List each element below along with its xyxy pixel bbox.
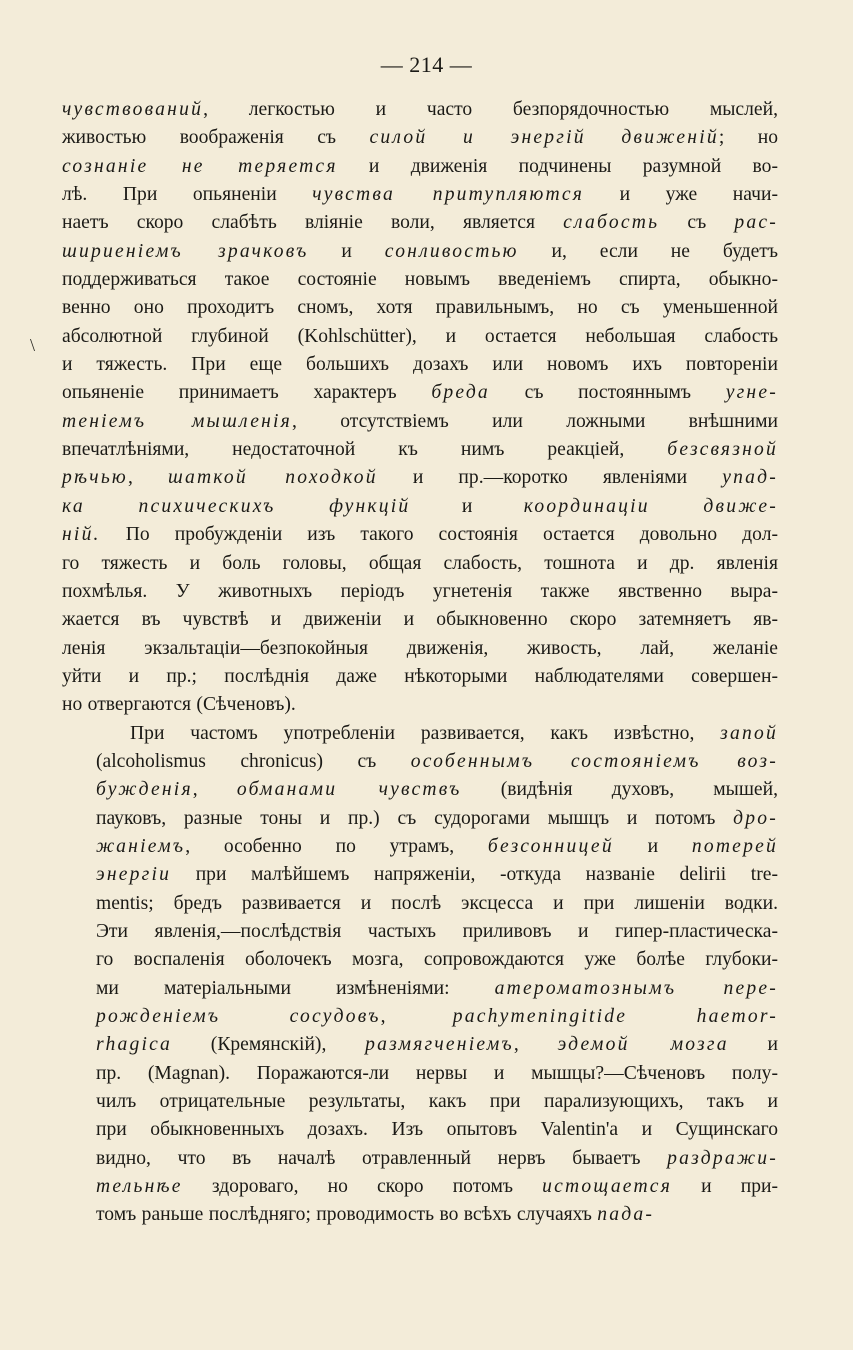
text-run: (видѣнія духовъ, мышей, <box>461 779 779 801</box>
text-run: ; но <box>718 127 779 149</box>
spaced-italic-text: сонливостью <box>384 240 519 262</box>
text-run: абсолютной глубиной (Kohlschütter), и остается небольшая слабость <box>62 325 778 347</box>
spaced-italic-text: бреда <box>431 382 490 404</box>
spaced-italic-text: тельнѣе <box>96 1176 183 1198</box>
text-run: уйти и пр.; послѣднія даже нѣкоторыми наблюдателями совершен- <box>62 665 778 687</box>
spaced-italic-text: слабость <box>563 212 660 234</box>
text-run: и тяжесть. При еще большихъ дозахъ или новомъ ихъ повтореніи <box>62 354 778 376</box>
spaced-italic-text: эдемой мозга <box>557 1034 729 1056</box>
margin-mark: \ <box>30 335 36 355</box>
text-line <box>62 493 778 521</box>
spaced-italic-text: дро- <box>733 807 778 829</box>
text-line <box>62 379 778 407</box>
text-line <box>62 181 778 209</box>
text-run: опьяненіе принимаетъ характеръ <box>62 382 432 404</box>
text-line <box>62 1173 778 1201</box>
spaced-italic-text: ка психическихъ функцій <box>62 495 411 517</box>
spaced-italic-text: запой <box>720 722 778 744</box>
spaced-italic-text: шириеніемъ зрачковъ <box>62 240 309 262</box>
text-line <box>62 266 778 294</box>
text-run: лѣ. При опьяненіи <box>62 184 313 206</box>
spaced-italic-text: pachymeningitide haemor- <box>452 1006 779 1027</box>
spaced-italic-text: чувства притупляются <box>312 184 585 206</box>
text-line <box>62 351 778 379</box>
text-line <box>62 890 778 918</box>
text-run: и пр.—коротко явленіями <box>377 467 723 489</box>
text-run: , <box>380 1006 453 1027</box>
spaced-italic-text: размягченіемъ <box>365 1034 514 1056</box>
text-run: , легкостью и часто безпорядочностью мыслей, <box>203 99 778 120</box>
text-run: (Кремянскій), <box>172 1034 366 1056</box>
text-line <box>62 408 778 436</box>
text-run: наетъ скоро слабѣть вліяніе воли, является <box>62 212 564 234</box>
text-run: и <box>410 495 524 517</box>
text-line <box>62 1201 778 1229</box>
spaced-italic-text: потерей <box>691 835 778 857</box>
text-line <box>62 153 778 181</box>
text-line <box>62 464 778 492</box>
text-run: чилъ отрицательные результаты, какъ при парализующихъ, такъ и <box>96 1091 778 1113</box>
spaced-italic-text: rhagica <box>96 1034 172 1056</box>
text-run: съ <box>659 212 735 234</box>
text-line <box>62 833 778 861</box>
text-run: видно, что въ началѣ отравленный нервъ бываетъ <box>96 1147 668 1169</box>
text-run: При частомъ употребленіи развивается, какъ извѣстно, <box>130 722 721 744</box>
spaced-italic-text: особеннымъ состояніемъ воз- <box>410 750 778 772</box>
text-line <box>62 635 778 663</box>
spaced-italic-text: бужденія <box>96 779 193 801</box>
text-line <box>62 550 778 578</box>
text-run: пауковъ, разные тоны и пр.) съ судорогами мышцъ и потомъ <box>96 807 734 829</box>
spaced-italic-text: координаціи движе- <box>523 495 779 517</box>
text-run: Эти явленія,—послѣдствія частыхъ приливовъ и гипер-пластическа- <box>96 920 778 942</box>
text-line <box>62 436 778 464</box>
spaced-italic-text: жаніемъ <box>96 835 186 857</box>
text-line <box>62 238 778 266</box>
text-line <box>62 975 778 1003</box>
text-line <box>62 720 778 748</box>
text-line <box>62 578 778 606</box>
spaced-italic-text: упад- <box>722 467 779 489</box>
text-run: и, если не будетъ <box>518 240 778 262</box>
text-run: томъ раньше послѣдняго; проводимость во всѣхъ случаяхъ <box>96 1204 598 1226</box>
spaced-italic-text: истощается <box>542 1176 673 1198</box>
spaced-italic-text: сознаніе не теряется <box>62 155 338 177</box>
text-line <box>62 294 778 322</box>
text-line <box>62 1003 778 1031</box>
text-run: и при- <box>672 1176 778 1198</box>
text-run: mentis; бредъ развивается и послѣ эксцесса и при лишеніи водки. <box>96 892 778 914</box>
spaced-italic-text: рѣчью <box>62 467 128 489</box>
text-run: , отсутствіемъ или ложными внѣшними <box>292 410 779 432</box>
page-number: — 214 — <box>380 52 473 77</box>
spaced-italic-text: чувствований <box>62 99 204 120</box>
text-line <box>62 1145 778 1173</box>
text-run: венно оно проходитъ сномъ, хотя правильнымъ, но съ уменьшенной <box>62 297 778 319</box>
text-run: поддерживаться такое состояніе новымъ введеніемъ спирта, обыкно- <box>62 269 778 291</box>
text-run: , <box>513 1034 558 1056</box>
text-run: го воспаленія оболочекъ мозга, сопровождаются уже болѣе глубоки- <box>96 949 778 971</box>
text-run: и движенія подчинены разумной во- <box>337 155 778 177</box>
spaced-italic-text: обманами чувствъ <box>236 779 462 801</box>
text-line <box>62 748 778 776</box>
text-run: пр. (Magnan). Поражаются-ли нервы и мышцы?—Сѣченовъ полу- <box>96 1062 778 1084</box>
spaced-italic-text: рожденіемъ сосудовъ <box>96 1006 381 1027</box>
text-run: и <box>728 1034 779 1056</box>
text-run: при малѣйшемъ напряженіи, -откуда названіе delirii tre- <box>171 864 778 886</box>
spaced-italic-text: силой и энергій движеній <box>369 127 719 149</box>
text-run: и <box>613 835 692 857</box>
spaced-italic-text: рас- <box>734 212 778 234</box>
text-line <box>62 776 778 804</box>
text-line <box>62 606 778 634</box>
text-line <box>62 946 778 974</box>
spaced-italic-text: пада- <box>597 1204 655 1226</box>
text-run: но отвергаются (Сѣченовъ). <box>62 694 296 716</box>
paragraph <box>62 720 778 1230</box>
text-line <box>62 521 778 549</box>
text-run: и уже начи- <box>584 184 778 206</box>
text-run: го тяжесть и боль головы, общая слабость, тошнота и др. явленія <box>62 552 778 574</box>
spaced-italic-text: атероматознымъ пере- <box>494 977 779 999</box>
text-line <box>62 323 778 351</box>
text-run: при обыкновенныхъ дозахъ. Изъ опытовъ Valentin'а и Сущинскаго <box>96 1119 778 1141</box>
text-line <box>62 663 778 691</box>
spaced-italic-text: ній. <box>62 524 101 546</box>
spaced-italic-text: шаткой походкой <box>167 467 378 489</box>
spaced-italic-text: безсвязной <box>667 439 778 461</box>
text-run: и <box>308 240 385 262</box>
text-line <box>62 918 778 946</box>
body-text <box>62 96 778 1230</box>
text-run: , особенно по утрамъ, <box>185 835 488 857</box>
text-line <box>62 1060 778 1088</box>
text-run: жается въ чувствѣ и движеніи и обыкновенно скоро затемняетъ яв- <box>62 609 778 631</box>
text-run: впечатлѣніями, недостаточной къ нимъ реакціей, <box>62 439 668 461</box>
text-line <box>62 1116 778 1144</box>
text-run: , <box>127 467 168 489</box>
text-run: (alcoholismus chronicus) съ <box>96 750 411 772</box>
spaced-italic-text: теніемъ мышленія <box>62 410 292 432</box>
spaced-italic-text: безсонницей <box>487 835 614 857</box>
text-run: ленія экзальтаціи—безпокойныя движенія, живость, лай, желаніе <box>62 637 778 659</box>
text-line <box>62 691 778 719</box>
text-line <box>62 1088 778 1116</box>
text-run: съ постояннымъ <box>489 382 726 404</box>
text-run: , <box>192 779 237 801</box>
spaced-italic-text: энергіи <box>96 864 172 886</box>
spaced-italic-text: угне- <box>725 382 778 404</box>
text-line <box>62 861 778 889</box>
text-line <box>62 805 778 833</box>
text-line <box>62 209 778 237</box>
text-run: похмѣлья. У животныхъ періодъ угнетенія также явственно выра- <box>62 580 778 602</box>
text-line <box>62 1031 778 1059</box>
text-line <box>62 96 778 124</box>
paragraph <box>62 96 778 720</box>
text-run: ми матеріальными измѣненіями: <box>96 977 495 999</box>
text-run: здороваго, но скоро потомъ <box>182 1176 543 1198</box>
text-run: живостью воображенія съ <box>62 127 370 149</box>
text-run: По пробужденіи изъ такого состоянія остается довольно дол- <box>100 524 778 546</box>
spaced-italic-text: раздражи- <box>667 1147 778 1169</box>
text-line <box>62 124 778 152</box>
